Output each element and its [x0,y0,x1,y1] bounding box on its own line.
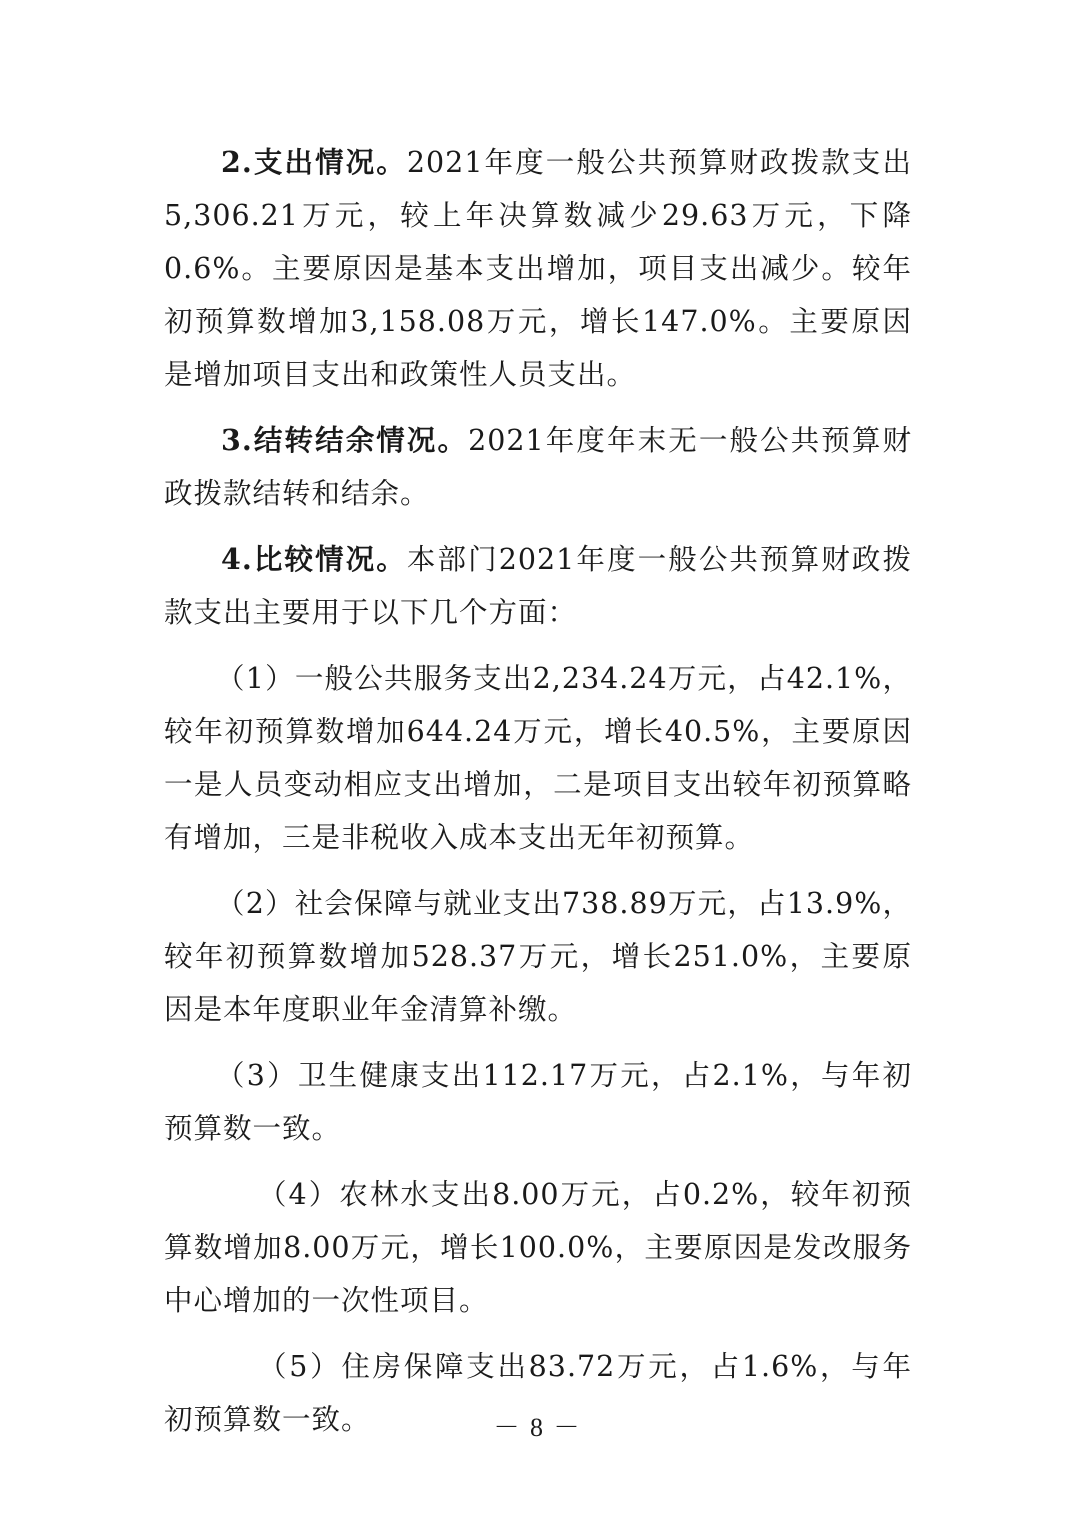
body-item-1: （1）一般公共服务支出2,234.24万元，占42.1%，较年初预算数增加644.24万元，增长40.5%，主要原因一是人员变动相应支出增加，二是项目支出较年初预算略有增加，三是非税收入成本支出无年初预算。 [164,662,912,854]
body-comparison: 本部门2021年度一般公共预算财政拨款支出主要用于以下几个方面： [164,543,912,629]
heading-comparison: 4.比较情况。 [221,542,407,576]
paragraph-item-3 [164,1049,912,1155]
paragraph-comparison [164,533,912,639]
page-number: － 8 － [493,1413,582,1442]
paragraph-item-4 [164,1168,912,1327]
body-item-4: （4）农林水支出8.00万元，占0.2%，较年初预算数增加8.00万元，增长100.0%，主要原因是发改服务中心增加的一次性项目。 [164,1178,912,1317]
paragraph-item-1 [164,652,912,864]
heading-carryover: 3.结转结余情况。 [221,423,469,457]
paragraph-carryover [164,414,912,520]
heading-expenditure: 2.支出情况。 [221,145,407,179]
body-item-3: （3）卫生健康支出112.17万元，占2.1%，与年初预算数一致。 [164,1059,912,1145]
body-item-2: （2）社会保障与就业支出738.89万元，占13.9%，较年初预算数增加528.37万元，增长251.0%，主要原因是本年度职业年金清算补缴。 [164,887,912,1026]
body-item-5: （5）住房保障支出83.72万元，占1.6%，与年初预算数一致。 [164,1350,912,1436]
body-carryover: 2021年度年末无一般公共预算财政拨款结转和结余。 [164,424,912,510]
body-expenditure: 2021年度一般公共预算财政拨款支出5,306.21万元，较上年决算数减少29.63万元，下降0.6%。主要原因是基本支出增加，项目支出减少。较年初预算数增加3,158.08万元，增长147.0%。主要原因是增加项目支出和政策性人员支出。 [164,146,912,391]
document-page [164,136,912,1459]
paragraph-expenditure [164,136,912,401]
paragraph-item-2 [164,877,912,1036]
